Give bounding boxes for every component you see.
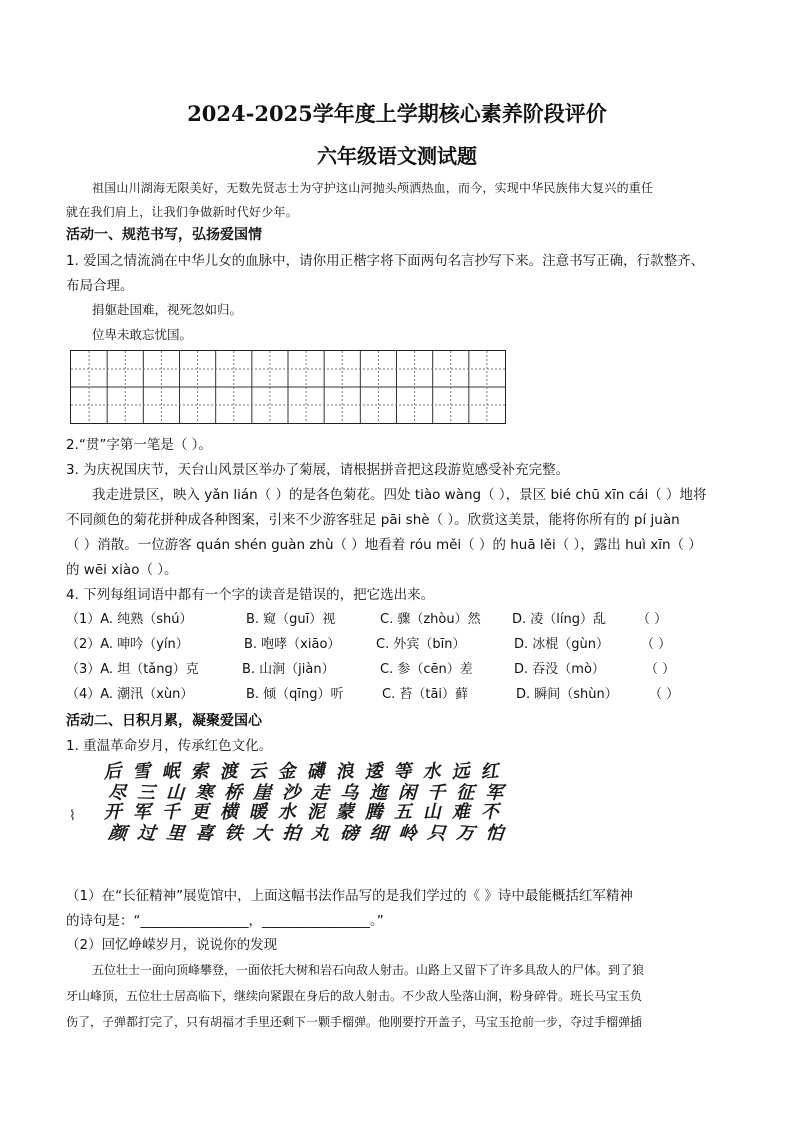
q4-row-1-a: （1）A. 纯熟（shú）	[66, 612, 193, 627]
svg-text:礴: 礴	[305, 760, 326, 784]
svg-text:逶: 逶	[363, 760, 384, 784]
svg-text:千: 千	[426, 782, 446, 804]
q4-row-4-answer[interactable]: （ ）	[649, 687, 680, 702]
svg-text:金: 金	[276, 760, 297, 784]
quote-2: 位卑未敢忘忧国。	[92, 327, 193, 342]
svg-text:桥: 桥	[223, 782, 243, 804]
svg-text:五: 五	[393, 801, 413, 824]
svg-text:山: 山	[165, 782, 185, 804]
q4-row-2-d: D. 冰棍（gùn）	[514, 637, 610, 652]
svg-text:沙: 沙	[281, 782, 301, 804]
svg-text:暖: 暖	[248, 801, 268, 824]
page-title: 2024-2025学年度上学期核心素养阶段评价	[187, 101, 607, 126]
q3-text: 3. 为庆祝国庆节，天台山风景区举办了菊展，请根据拼音把这段游览感受补充完整。	[66, 462, 570, 478]
svg-text:千: 千	[161, 801, 181, 824]
q4-row-4-c: C. 苔（tāi）藓	[382, 687, 469, 702]
q4-row-2-c: C. 外宾（bīn）	[376, 637, 466, 652]
intro-line-2: 就在我们肩上，让我们争做新时代好少年。	[66, 205, 298, 219]
svg-text:拍: 拍	[281, 822, 302, 845]
svg-text:⌇: ⌇	[69, 808, 76, 824]
q4-row-3-c: C. 参（cēn）差	[380, 662, 473, 677]
svg-text:横: 横	[219, 801, 239, 824]
svg-text:更: 更	[190, 801, 210, 824]
svg-text:浪: 浪	[334, 760, 355, 784]
svg-text:难: 难	[451, 801, 471, 824]
svg-text:寒: 寒	[194, 782, 214, 804]
svg-text:开: 开	[103, 801, 123, 824]
svg-text:等: 等	[392, 760, 413, 784]
q4-row-3-a: （3）A. 坦（tǎng）克	[66, 662, 199, 677]
svg-text:万: 万	[455, 822, 476, 845]
calligraphy-image	[63, 760, 505, 860]
q4-row-2-b: B. 咆哮（xiāo）	[244, 637, 341, 652]
activity1-heading: 活动一、规范书写，弘扬爱国情	[66, 227, 262, 243]
svg-text:乌: 乌	[339, 782, 359, 804]
svg-text:不: 不	[480, 801, 500, 824]
svg-text:远: 远	[450, 760, 471, 784]
svg-text:丸: 丸	[310, 822, 331, 845]
svg-text:水: 水	[277, 801, 297, 824]
a2-sub2-text: （2）回忆峥嵘岁月，说说你的发现	[66, 937, 278, 953]
q2-text: 2.“贯”字第一笔是（ ）。	[66, 437, 212, 453]
svg-text:三: 三	[136, 782, 156, 804]
a2-sub1-line-1: （1）在“长征精神”展览馆中，上面这幅书法作品写的是我们学过的《 》诗中最能概括红军精神	[66, 888, 633, 904]
passage-line-1: 五位壮士一面向顶峰攀登，一面依托大树和岩石向敌人射击。山路上又留下了许多具敌人的尸体。到了狼	[92, 963, 645, 977]
q4-row-3-answer[interactable]: （ ）	[645, 662, 676, 677]
q4-row-3-b: B. 山涧（jiàn）	[242, 662, 335, 677]
a2-q1-text: 1. 重温革命岁月，传承红色文化。	[66, 738, 273, 754]
q1-line-1: 1. 爱国之情流淌在中华儿女的血脉中，请你用正楷字将下面两句名言抄写下来。注意书写正确，行款整齐、	[66, 253, 705, 269]
svg-text:雪: 雪	[131, 760, 152, 784]
intro-line-1: 祖国山川湖海无限美好，无数先贤志士为守护这山河抛头颅洒热血，而今，实现中华民族伟大复兴的重任	[92, 181, 654, 195]
q4-row-1-c: C. 骤（zhòu）然	[380, 612, 481, 627]
passage-line-3: 伤了，子弹都打完了，只有胡福才手里还剩下一颗手榴弹。他刚要拧开盖子，马宝玉抢前一步，夺过手榴弹插	[66, 1015, 643, 1029]
q3-para-2: 不同颜色的菊花拼种成各种图案，引来不少游客驻足 pāi shè（ ）。欣赏这美景，能将你所有的 pí juàn	[66, 512, 680, 528]
svg-text:过: 过	[136, 822, 157, 845]
svg-text:铁: 铁	[223, 822, 244, 845]
svg-text:大: 大	[252, 822, 273, 845]
svg-text:云: 云	[247, 760, 268, 784]
q4-row-2-answer[interactable]: （ ）	[641, 637, 672, 652]
svg-text:军: 军	[132, 801, 152, 824]
q4-row-3-d: D. 吞没（mò）	[514, 662, 605, 677]
q4-row-1-d: D. 凌（líng）乱	[512, 612, 606, 627]
svg-text:山: 山	[422, 801, 442, 824]
svg-text:尽: 尽	[107, 782, 127, 804]
svg-text:渡: 渡	[218, 760, 239, 784]
svg-text:颜: 颜	[107, 822, 128, 845]
q3-para-1: 我走进景区，映入 yǎn lián（ ）的是各色菊花。四处 tiào wàng（ ），景区 bié chū xīn cái（ ）地将	[92, 487, 707, 503]
svg-text:岭: 岭	[397, 822, 418, 845]
svg-text:岷: 岷	[160, 760, 181, 784]
svg-text:怕: 怕	[484, 822, 505, 845]
q3-para-3: （ ）消散。一位游客 quán shén guàn zhù（ ）地看着 róu měi（ ）的 huā lěi（ ），露出 huì xīn（ ）	[66, 537, 702, 553]
q4-row-4-a: （4）A. 潮汛（xùn）	[66, 687, 194, 702]
svg-text:水: 水	[421, 760, 442, 784]
svg-text:后: 后	[102, 760, 123, 784]
svg-text:细: 细	[368, 822, 389, 845]
q4-row-4-b: B. 倾（qīng）听	[246, 687, 344, 702]
a2-sub1-line-2[interactable]: 的诗句是：“________________，________________。”	[66, 913, 384, 929]
svg-text:征: 征	[455, 782, 475, 804]
q4-row-1-answer[interactable]: （ ）	[637, 612, 668, 627]
q4-text: 4. 下列每组词语中都有一个字的读音是错误的，把它选出来。	[66, 587, 435, 603]
svg-text:磅: 磅	[339, 822, 360, 845]
q4-row-2-a: （2）A. 呻吟（yín）	[66, 637, 189, 652]
svg-text:迤: 迤	[368, 782, 388, 804]
q4-row-1-b: B. 窥（guī）视	[246, 612, 336, 627]
svg-text:蒙: 蒙	[335, 801, 355, 824]
svg-text:军: 军	[484, 782, 504, 804]
activity2-heading: 活动二、日积月累，凝聚爱国心	[66, 713, 262, 729]
svg-text:走: 走	[310, 782, 330, 804]
svg-text:红: 红	[479, 760, 500, 784]
quote-1: 捐躯赴国难，视死忽如归。	[92, 302, 243, 317]
svg-text:泥: 泥	[306, 801, 326, 824]
q3-para-4: 的 wēi xiào（ ）。	[66, 562, 178, 578]
svg-text:只: 只	[426, 822, 447, 845]
svg-text:腾: 腾	[364, 801, 384, 824]
passage-line-2: 牙山峰顶，五位壮士居高临下，继续向紧跟在身后的敌人射击。不少敌人坠落山涧，粉身碎骨。班长马宝玉负	[66, 989, 643, 1003]
svg-text:喜: 喜	[194, 822, 215, 845]
writing-grid[interactable]	[70, 350, 506, 424]
q1-line-2: 布局合理。	[66, 278, 134, 294]
q4-row-4-d: D. 瞬间（shùn）	[516, 687, 618, 702]
svg-text:索: 索	[189, 760, 210, 784]
svg-text:里: 里	[165, 822, 186, 845]
svg-text:崖: 崖	[252, 782, 272, 804]
page-subtitle: 六年级语文测试题	[317, 144, 477, 168]
svg-text:闲: 闲	[397, 782, 417, 804]
